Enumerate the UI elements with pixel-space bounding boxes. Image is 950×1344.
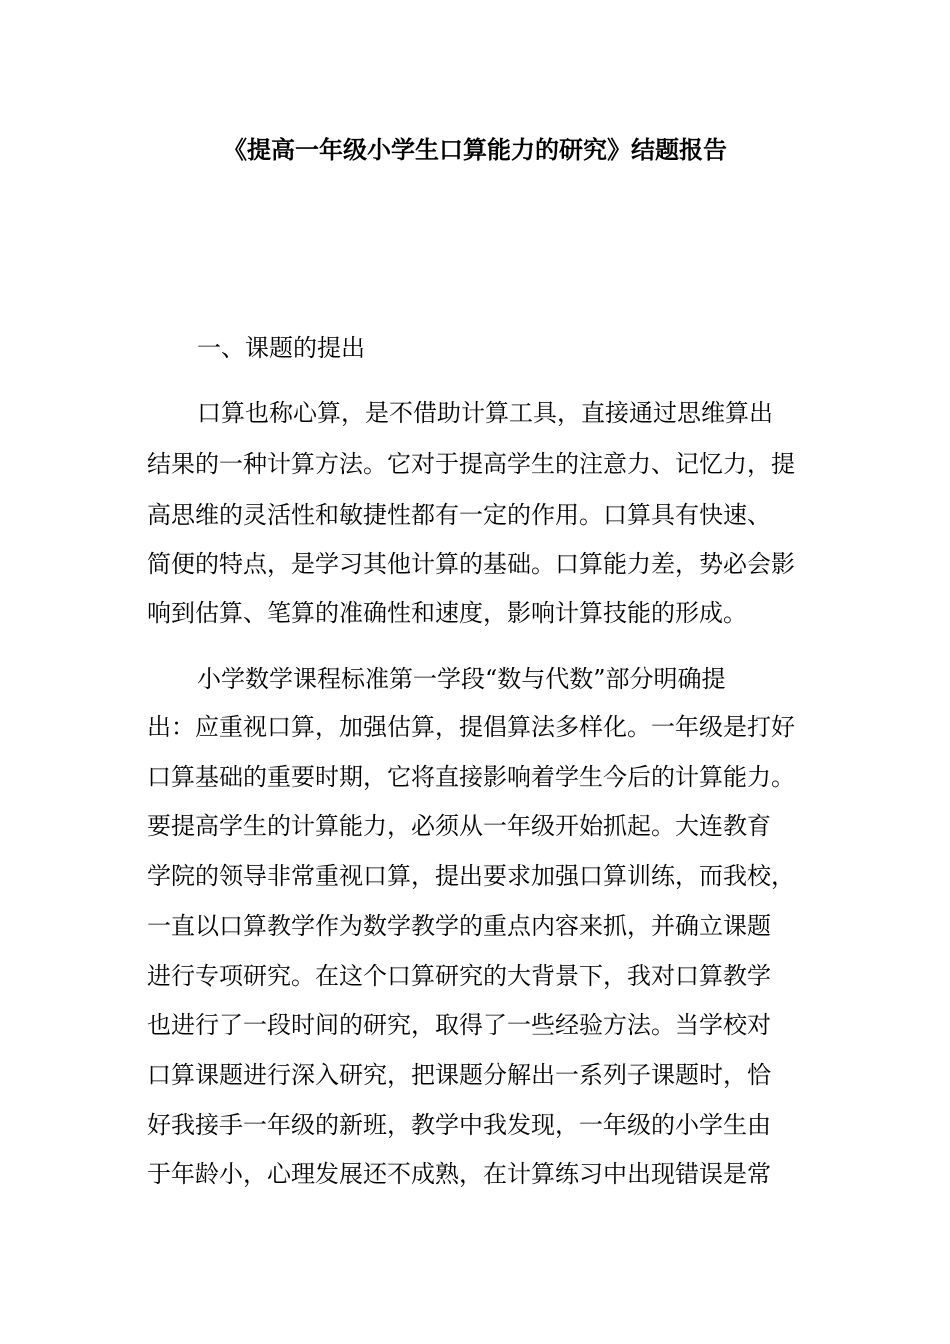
paragraph-1-line: 响到估算、笔算的准确性和速度，影响计算技能的形成。: [147, 599, 747, 627]
paragraph-2-line: 一直以口算教学作为数学教学的重点内容来抓，并确立课题: [147, 912, 771, 940]
paragraph-2-line: 学院的领导非常重视口算，提出要求加强口算训练，而我校，: [147, 862, 795, 890]
paragraph-2-line: 也进行了一段时间的研究，取得了一些经验方法。当学校对: [147, 1011, 771, 1039]
paragraph-2-line: 好我接手一年级的新班，教学中我发现，一年级的小学生由: [147, 1111, 771, 1139]
paragraph-1-line: 高思维的灵活性和敏捷性都有一定的作用。口算具有快速、: [147, 501, 771, 529]
paragraph-2-line: 口算课题进行深入研究，把课题分解出一系列子课题时，恰: [147, 1061, 771, 1089]
paragraph-1-line: 简便的特点，是学习其他计算的基础。口算能力差，势必会影: [147, 550, 795, 578]
paragraph-2-line: 口算基础的重要时期，它将直接影响着学生今后的计算能力。: [147, 763, 795, 791]
paragraph-1-line: 口算也称心算，是不借助计算工具，直接通过思维算出: [197, 399, 773, 427]
paragraph-2-line: 要提高学生的计算能力，必须从一年级开始抓起。大连教育: [147, 812, 771, 840]
paragraph-1-line: 结果的一种计算方法。它对于提高学生的注意力、记忆力，提: [147, 450, 795, 478]
section-heading: 一、课题的提出: [197, 334, 365, 362]
paragraph-2-line: 于年龄小，心理发展还不成熟，在计算练习中出现错误是常: [147, 1160, 771, 1188]
document-title: 《提高一年级小学生口算能力的研究》结题报告: [223, 135, 727, 164]
paragraph-2-line: 小学数学课程标准第一学段“数与代数”部分明确提: [197, 665, 726, 693]
paragraph-2-line: 进行专项研究。在这个口算研究的大背景下，我对口算教学: [147, 962, 771, 990]
paragraph-2-line: 出：应重视口算，加强估算，提倡算法多样化。一年级是打好: [147, 713, 795, 741]
